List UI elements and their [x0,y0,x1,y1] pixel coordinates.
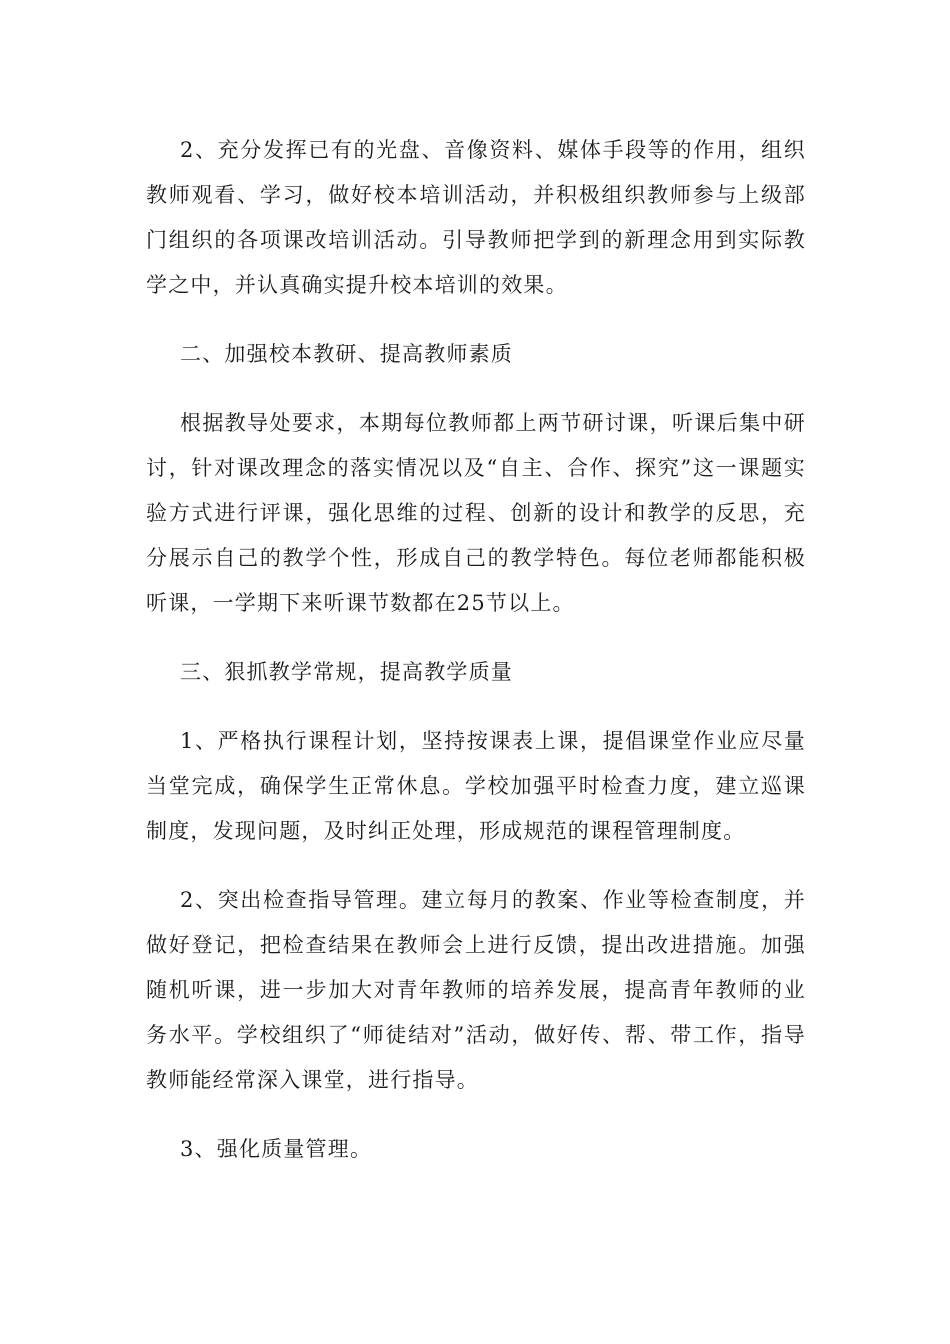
paragraph-training-resources: 2、充分发挥已有的光盘、音像资料、媒体手段等的作用，组织教师观看、学习，做好校本培训活动，并积极组织教师参与上级部门组织的各项课改培训活动。引导教师把学到的新理念用到实际教学之中，并认真确实提升校本培训的效果。 [146,138,806,297]
paragraph-quality-management: 3、强化质量管理。 [180,1137,373,1161]
section-heading-teaching-research: 二、加强校本教研、提高教师素质 [180,342,513,366]
paragraph-inspection-guidance: 2、突出检查指导管理。建立每月的教案、作业等检查制度，并做好登记，把检查结果在教师会上进行反馈，提出改进措施。加强随机听课，进一步加大对青年教师的培养发展，提高青年教师的业务水平。学校组织了“师徒结对”活动，做好传、帮、带工作，指导教师能经常深入课堂，进行指导。 [146,888,806,1092]
document-body [146,128,806,1196]
paragraph-research-lessons: 根据教导处要求，本期每位教师都上两节研讨课，听课后集中研讨，针对课改理念的落实情况以及“自主、合作、探究”这一课题实验方式进行评课，强化思维的过程、创新的设计和教学的反思，充分展示自己的教学个性，形成自己的教学特色。每位老师都能积极听课，一学期下来听课节数都在25节以上。 [146,411,806,615]
paragraph-course-plan: 1、严格执行课程计划，坚持按课表上课，提倡课堂作业应尽量当堂完成，确保学生正常休息。学校加强平时检查力度，建立巡课制度，发现问题，及时纠正处理，形成规范的课程管理制度。 [146,729,806,843]
section-heading-teaching-routine: 三、狠抓教学常规，提高教学质量 [180,660,513,684]
